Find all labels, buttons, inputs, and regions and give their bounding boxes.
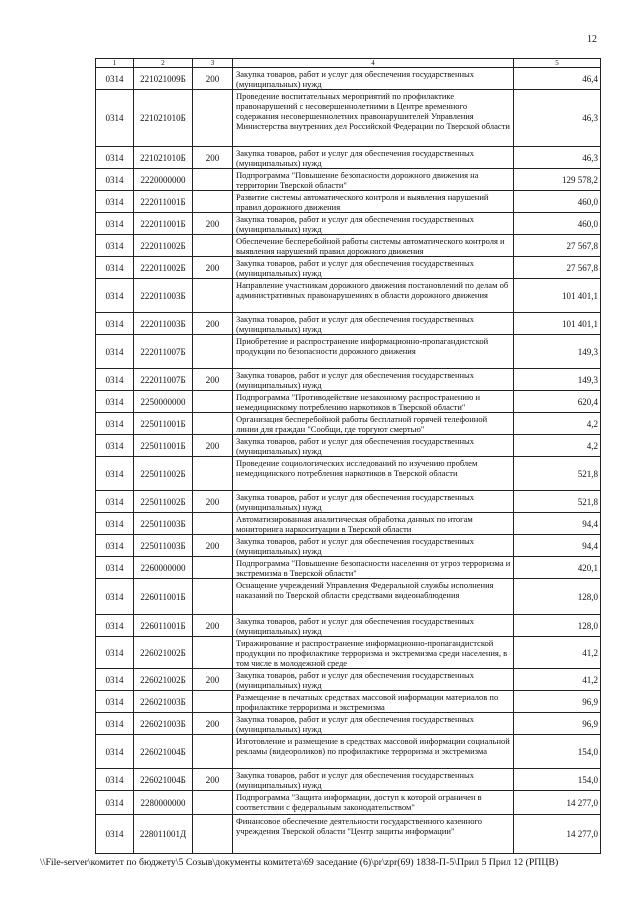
item-name-cell: Развитие системы автоматического контроля и выявления нарушений правил дорожного движения <box>233 191 514 213</box>
target-code-cell: 226021002Б <box>134 669 193 691</box>
target-code-cell: 222011007Б <box>134 369 193 391</box>
section-cell: 0314 <box>96 513 134 535</box>
item-name-cell: Закупка товаров, работ и услуг для обеспечения государственных (муниципальных) нужд <box>233 369 514 391</box>
target-code-cell: 222011003Б <box>134 279 193 313</box>
section-cell: 0314 <box>96 691 134 713</box>
expense-type-cell <box>193 457 233 491</box>
item-name-cell: Закупка товаров, работ и услуг для обеспечения государственных (муниципальных) нужд <box>233 257 514 279</box>
amount-cell: 149,3 <box>514 369 601 391</box>
table-row <box>96 615 601 637</box>
expense-type-cell: 200 <box>193 615 233 637</box>
table-row <box>96 235 601 257</box>
expense-type-cell: 200 <box>193 669 233 691</box>
table-row <box>96 557 601 579</box>
section-cell: 0314 <box>96 735 134 769</box>
expense-type-cell <box>193 235 233 257</box>
expense-type-cell <box>193 579 233 615</box>
target-code-cell: 228011001Д <box>134 815 193 854</box>
table-body <box>96 68 601 854</box>
expense-type-cell <box>193 815 233 854</box>
target-code-cell: 226021003Б <box>134 713 193 735</box>
target-code-cell: 226021003Б <box>134 691 193 713</box>
item-name-cell: Обеспечение бесперебойной работы системы автоматического контроля и выявления нарушений правил дорожного движения <box>233 235 514 257</box>
item-name-cell: Приобретение и распространение информационно-пропагандистской продукции по безопасности дорожного движения <box>233 335 514 369</box>
table-row <box>96 68 601 90</box>
file-path-footer: \\File-server\комитет по бюджету\5 Созыв\документы комитета\69 заседание (6)\pr\zpr(69) 1838-П-5\Прил 5 Прил 12 (РПЦВ) <box>40 857 559 868</box>
table-row <box>96 513 601 535</box>
target-code-cell: 226011001Б <box>134 579 193 615</box>
item-name-cell: Подпрограмма "Противодействие незаконному распространению и немедицинскому потреблению наркотиков в Тверской области" <box>233 391 514 413</box>
expense-type-cell: 200 <box>193 257 233 279</box>
page-number: 12 <box>587 34 597 45</box>
section-cell: 0314 <box>96 769 134 791</box>
item-name-cell: Закупка товаров, работ и услуг для обеспечения государственных (муниципальных) нужд <box>233 491 514 513</box>
amount-cell: 521,8 <box>514 491 601 513</box>
item-name-cell: Подпрограмма "Повышение безопасности дорожного движения на территории Тверской области" <box>233 169 514 191</box>
column-header-4: 4 <box>233 59 514 68</box>
amount-cell: 420,1 <box>514 557 601 579</box>
item-name-cell: Изготовление и размещение в средствах массовой информации социальной рекламы (видеороликов) по профилактике терроризма и экстремизма <box>233 735 514 769</box>
table-row <box>96 579 601 615</box>
item-name-cell: Тиражирование и распространение информационно-пропагандистской продукции по профилактике терроризма и экстремизма среди населения, в том числе в молодежной среде <box>233 637 514 669</box>
section-cell: 0314 <box>96 235 134 257</box>
target-code-cell: 226011001Б <box>134 615 193 637</box>
table-row <box>96 213 601 235</box>
expense-type-cell: 200 <box>193 435 233 457</box>
target-code-cell: 2220000000 <box>134 169 193 191</box>
section-cell: 0314 <box>96 147 134 169</box>
target-code-cell: 225011003Б <box>134 513 193 535</box>
table-row <box>96 791 601 815</box>
expense-type-cell: 200 <box>193 369 233 391</box>
section-cell: 0314 <box>96 491 134 513</box>
amount-cell: 14 277,0 <box>514 791 601 815</box>
table-row <box>96 769 601 791</box>
expense-type-cell: 200 <box>193 68 233 90</box>
item-name-cell: Закупка товаров, работ и услуг для обеспечения государственных (муниципальных) нужд <box>233 213 514 235</box>
amount-cell: 521,8 <box>514 457 601 491</box>
column-header-3: 3 <box>193 59 233 68</box>
expense-type-cell <box>193 335 233 369</box>
table-row <box>96 335 601 369</box>
amount-cell: 96,9 <box>514 713 601 735</box>
target-code-cell: 225011001Б <box>134 413 193 435</box>
section-cell: 0314 <box>96 637 134 669</box>
item-name-cell: Проведение социологических исследований по изучению проблем немедицинского потребления наркотиков в Тверской области <box>233 457 514 491</box>
expense-type-cell <box>193 557 233 579</box>
section-cell: 0314 <box>96 457 134 491</box>
amount-cell: 27 567,8 <box>514 257 601 279</box>
section-cell: 0314 <box>96 335 134 369</box>
target-code-cell: 222011003Б <box>134 313 193 335</box>
amount-cell: 4,2 <box>514 435 601 457</box>
amount-cell: 27 567,8 <box>514 235 601 257</box>
section-cell: 0314 <box>96 815 134 854</box>
item-name-cell: Закупка товаров, работ и услуг для обеспечения государственных (муниципальных) нужд <box>233 615 514 637</box>
table-row <box>96 669 601 691</box>
amount-cell: 101 401,1 <box>514 279 601 313</box>
section-cell: 0314 <box>96 68 134 90</box>
table-row <box>96 491 601 513</box>
target-code-cell: 225011003Б <box>134 535 193 557</box>
table-row <box>96 691 601 713</box>
header-row <box>96 59 601 68</box>
expense-type-cell: 200 <box>193 769 233 791</box>
item-name-cell: Финансовое обеспечение деятельности государственного казенного учреждения Тверской области "Центр защиты информации" <box>233 815 514 854</box>
expense-type-cell <box>193 691 233 713</box>
expense-type-cell: 200 <box>193 147 233 169</box>
expense-type-cell <box>193 169 233 191</box>
expense-type-cell: 200 <box>193 491 233 513</box>
table-row <box>96 169 601 191</box>
item-name-cell: Размещение в печатных средствах массовой информации материалов по профилактике терроризма и экстремизма <box>233 691 514 713</box>
target-code-cell: 2280000000 <box>134 791 193 815</box>
amount-cell: 154,0 <box>514 769 601 791</box>
expense-type-cell: 200 <box>193 213 233 235</box>
item-name-cell: Закупка товаров, работ и услуг для обеспечения государственных (муниципальных) нужд <box>233 769 514 791</box>
expense-type-cell: 200 <box>193 535 233 557</box>
table-row <box>96 457 601 491</box>
amount-cell: 154,0 <box>514 735 601 769</box>
expense-type-cell <box>193 90 233 147</box>
expense-type-cell <box>193 513 233 535</box>
target-code-cell: 2260000000 <box>134 557 193 579</box>
table-row <box>96 369 601 391</box>
target-code-cell: 225011002Б <box>134 491 193 513</box>
section-cell: 0314 <box>96 579 134 615</box>
expense-type-cell <box>193 735 233 769</box>
section-cell: 0314 <box>96 369 134 391</box>
amount-cell: 101 401,1 <box>514 313 601 335</box>
table-row <box>96 735 601 769</box>
section-cell: 0314 <box>96 413 134 435</box>
expense-type-cell <box>193 279 233 313</box>
amount-cell: 128,0 <box>514 615 601 637</box>
amount-cell: 94,4 <box>514 513 601 535</box>
amount-cell: 94,4 <box>514 535 601 557</box>
target-code-cell: 222011007Б <box>134 335 193 369</box>
item-name-cell: Закупка товаров, работ и услуг для обеспечения государственных (муниципальных) нужд <box>233 147 514 169</box>
amount-cell: 149,3 <box>514 335 601 369</box>
table-row <box>96 815 601 854</box>
budget-table <box>95 58 601 854</box>
item-name-cell: Закупка товаров, работ и услуг для обеспечения государственных (муниципальных) нужд <box>233 669 514 691</box>
expense-type-cell <box>193 191 233 213</box>
amount-cell: 620,4 <box>514 391 601 413</box>
target-code-cell: 221021010Б <box>134 90 193 147</box>
table-row <box>96 535 601 557</box>
section-cell: 0314 <box>96 169 134 191</box>
section-cell: 0314 <box>96 713 134 735</box>
target-code-cell: 225011001Б <box>134 435 193 457</box>
section-cell: 0314 <box>96 435 134 457</box>
amount-cell: 96,9 <box>514 691 601 713</box>
amount-cell: 460,0 <box>514 191 601 213</box>
expense-type-cell: 200 <box>193 313 233 335</box>
section-cell: 0314 <box>96 669 134 691</box>
target-code-cell: 2250000000 <box>134 391 193 413</box>
table-row <box>96 191 601 213</box>
section-cell: 0314 <box>96 213 134 235</box>
item-name-cell: Закупка товаров, работ и услуг для обеспечения государственных (муниципальных) нужд <box>233 713 514 735</box>
section-cell: 0314 <box>96 279 134 313</box>
expense-type-cell <box>193 791 233 815</box>
target-code-cell: 226021004Б <box>134 735 193 769</box>
item-name-cell: Закупка товаров, работ и услуг для обеспечения государственных (муниципальных) нужд <box>233 535 514 557</box>
target-code-cell: 222011001Б <box>134 191 193 213</box>
table-row <box>96 713 601 735</box>
column-header-5: 5 <box>514 59 601 68</box>
item-name-cell: Оснащение учреждений Управления Федеральной службы исполнения наказаний по Тверской области средствами видеонаблюдения <box>233 579 514 615</box>
expense-type-cell <box>193 391 233 413</box>
amount-cell: 46,4 <box>514 68 601 90</box>
expense-type-cell: 200 <box>193 713 233 735</box>
target-code-cell: 221021009Б <box>134 68 193 90</box>
section-cell: 0314 <box>96 391 134 413</box>
expense-type-cell <box>193 637 233 669</box>
section-cell: 0314 <box>96 257 134 279</box>
target-code-cell: 222011002Б <box>134 235 193 257</box>
table-row <box>96 279 601 313</box>
table-row <box>96 90 601 147</box>
section-cell: 0314 <box>96 90 134 147</box>
item-name-cell: Закупка товаров, работ и услуг для обеспечения государственных (муниципальных) нужд <box>233 435 514 457</box>
item-name-cell: Подпрограмма "Повышение безопасности населения от угроз терроризма и экстремизма в Тверской области" <box>233 557 514 579</box>
item-name-cell: Закупка товаров, работ и услуг для обеспечения государственных (муниципальных) нужд <box>233 68 514 90</box>
column-header-2: 2 <box>134 59 193 68</box>
target-code-cell: 221021010Б <box>134 147 193 169</box>
amount-cell: 41,2 <box>514 637 601 669</box>
amount-cell: 128,0 <box>514 579 601 615</box>
table-header <box>96 59 601 68</box>
section-cell: 0314 <box>96 191 134 213</box>
table-row <box>96 313 601 335</box>
target-code-cell: 225011002Б <box>134 457 193 491</box>
table-row <box>96 147 601 169</box>
section-cell: 0314 <box>96 557 134 579</box>
target-code-cell: 222011001Б <box>134 213 193 235</box>
section-cell: 0314 <box>96 535 134 557</box>
table-row <box>96 637 601 669</box>
table-row <box>96 435 601 457</box>
amount-cell: 4,2 <box>514 413 601 435</box>
item-name-cell: Проведение воспитательных мероприятий по профилактике правонарушений с несовершеннолетними в Центре временного содержания несовершеннолетних правонарушителей Управления Министерства внутренних дел Российской Федерации по Тверской области <box>233 90 514 147</box>
amount-cell: 46,3 <box>514 147 601 169</box>
target-code-cell: 222011002Б <box>134 257 193 279</box>
item-name-cell: Подпрограмма "Защита информации, доступ к которой ограничен в соответствии с федеральным законодательством" <box>233 791 514 815</box>
amount-cell: 129 578,2 <box>514 169 601 191</box>
column-header-1: 1 <box>96 59 134 68</box>
section-cell: 0314 <box>96 791 134 815</box>
section-cell: 0314 <box>96 615 134 637</box>
item-name-cell: Закупка товаров, работ и услуг для обеспечения государственных (муниципальных) нужд <box>233 313 514 335</box>
table-row <box>96 257 601 279</box>
target-code-cell: 226021004Б <box>134 769 193 791</box>
amount-cell: 14 277,0 <box>514 815 601 854</box>
amount-cell: 46,3 <box>514 90 601 147</box>
target-code-cell: 226021002Б <box>134 637 193 669</box>
item-name-cell: Организация бесперебойной работы бесплатной горячей телефонной линии для граждан "Сообщи, где торгуют смертью" <box>233 413 514 435</box>
item-name-cell: Автоматизированная аналитическая обработка данных по итогам мониторинга наркоситуации в Тверской области <box>233 513 514 535</box>
amount-cell: 460,0 <box>514 213 601 235</box>
expense-type-cell <box>193 413 233 435</box>
table-row <box>96 391 601 413</box>
amount-cell: 41,2 <box>514 669 601 691</box>
table-row <box>96 413 601 435</box>
item-name-cell: Направление участникам дорожного движения постановлений по делам об административных правонарушениях в области дорожного движения <box>233 279 514 313</box>
section-cell: 0314 <box>96 313 134 335</box>
